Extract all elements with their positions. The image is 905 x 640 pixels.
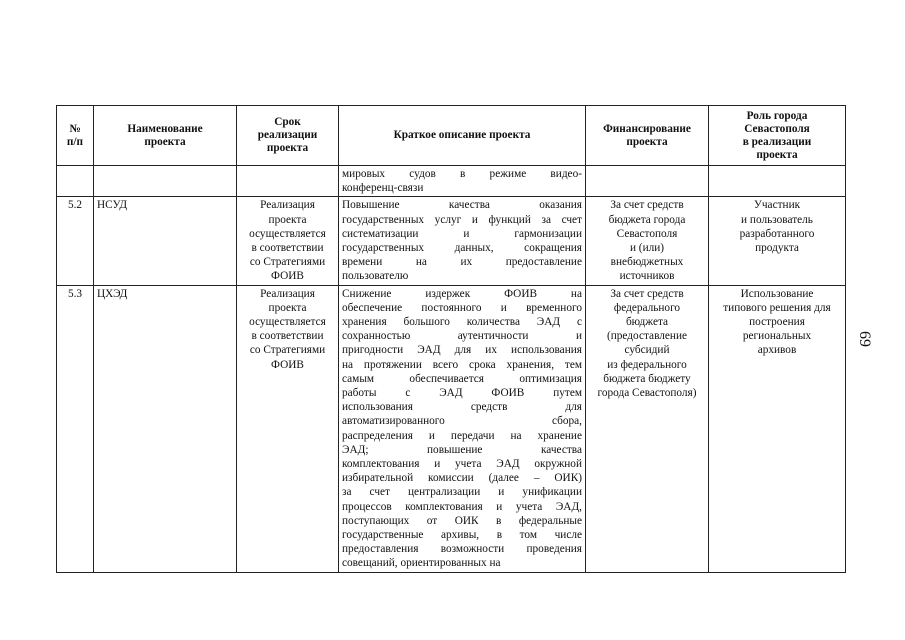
description-line: ЭАД; повышение качества [342, 443, 582, 456]
cell-role [709, 197, 846, 285]
cell-line: Севастополя [616, 227, 678, 240]
cell-line: продукта [755, 242, 799, 255]
description-line: использования средств для [342, 401, 582, 414]
cell-number: 5.2 [57, 197, 94, 285]
table-row [57, 197, 846, 285]
description-line: комплектования и учета ЭАД окружной [342, 458, 582, 471]
cell-line: Реализация [260, 199, 315, 212]
description-line: работы с ЭАД ФОИВ путем [342, 387, 582, 400]
cell-line: разработанного [739, 227, 815, 240]
cell-line: За счет средств [610, 287, 684, 300]
cell-line: города Севастополя) [597, 387, 697, 400]
cell-line: и пользователь [741, 213, 813, 226]
description-line: Повышение качества оказания [342, 199, 582, 212]
cell-role [709, 285, 846, 572]
description-line: обеспечение постоянного и временного [342, 301, 582, 314]
description-line: мировых судов в режиме видео- [342, 168, 582, 180]
cell-line: Участник [753, 199, 801, 212]
table-row [57, 166, 846, 197]
cell-line: источников [619, 270, 675, 283]
header-number: № п/п [57, 106, 94, 166]
cell-line: бюджета города [608, 213, 686, 226]
cell-line: со Стратегиями [249, 256, 326, 269]
cell-description [339, 197, 586, 285]
cell-line: типового решения для [723, 301, 831, 314]
cell-role [709, 166, 846, 197]
cell-line: ФОИВ [271, 358, 304, 371]
cell-line: бюджета бюджету [603, 372, 691, 385]
description-line: конференц-связи [342, 182, 424, 195]
cell-line: бюджета [625, 316, 669, 329]
cell-line: осуществляется [249, 227, 326, 240]
cell-name: НСУД [94, 197, 237, 285]
table-row [57, 285, 846, 572]
description-line: пригодности ЭАД для их использования [342, 344, 582, 357]
description-line: Снижение издержек ФОИВ на [342, 287, 582, 300]
description-line: совещаний, ориентированных на [342, 557, 501, 570]
cell-line: Реализация [260, 287, 315, 300]
description-line: за счет централизации и унификации [342, 486, 582, 499]
cell-term [237, 197, 339, 285]
cell-line: (предоставление [606, 330, 688, 343]
cell-line: федерального [613, 301, 681, 314]
description-line: самым обеспечивается оптимизация [342, 372, 582, 385]
cell-line: осуществляется [249, 316, 326, 329]
cell-line: из федерального [607, 358, 687, 371]
header-role: Роль города Севастополя в реализации проекта [709, 106, 846, 166]
table-header-row [57, 106, 846, 166]
page-number: 69 [856, 331, 873, 347]
header-term: Срок реализации проекта [237, 106, 339, 166]
cell-name [94, 166, 237, 197]
cell-line: в соответствии [251, 330, 324, 343]
description-line: на протяжении всего срока хранения, тем [342, 358, 582, 371]
cell-line: в соответствии [251, 242, 324, 255]
description-line: времени на их предоставление [342, 256, 582, 269]
cell-description [339, 166, 586, 197]
cell-number: 5.3 [57, 285, 94, 572]
description-line: распределения и передачи на хранение [342, 429, 582, 442]
cell-financing [586, 285, 709, 572]
cell-number [57, 166, 94, 197]
cell-term [237, 166, 339, 197]
description-line: государственные архивы, в том числе [342, 529, 582, 542]
cell-line: внебюджетных [610, 256, 684, 269]
cell-name: ЦХЭД [94, 285, 237, 572]
cell-description [339, 285, 586, 572]
cell-line: архивов [757, 344, 797, 357]
cell-line: со Стратегиями [249, 344, 326, 357]
description-line: государственных услуг и функций за счет [342, 213, 582, 226]
description-line: систематизации и гармонизации [342, 227, 582, 240]
cell-line: ФОИВ [271, 270, 304, 283]
cell-financing [586, 197, 709, 285]
description-line: пользователю [342, 270, 409, 283]
cell-line: проекта [268, 301, 307, 314]
cell-line: и (или) [629, 242, 665, 255]
header-description: Краткое описание проекта [339, 106, 586, 166]
cell-line: построения [749, 316, 805, 329]
header-name: Наименование проекта [94, 106, 237, 166]
cell-line: проекта [268, 213, 307, 226]
cell-line: За счет средств [610, 199, 684, 212]
description-line: предоставления возможности проведения [342, 543, 582, 556]
projects-table [56, 105, 846, 573]
description-line: государственных данных, сокращения [342, 242, 582, 255]
description-line: процессов комплектования и учета ЭАД, [342, 500, 582, 513]
cell-term [237, 285, 339, 572]
description-line: автоматизированного сбора, [342, 415, 582, 428]
cell-line: Использование [740, 287, 814, 300]
description-line: избирательной комиссии (далее – ОИК) [342, 472, 582, 485]
cell-line: региональных [742, 330, 812, 343]
header-financing: Финансирование проекта [586, 106, 709, 166]
description-line: хранения большого количества ЭАД с [342, 316, 582, 329]
cell-financing [586, 166, 709, 197]
description-line: поступающих от ОИК в федеральные [342, 514, 582, 527]
cell-line: субсидий [624, 344, 670, 357]
description-line: сохранностью аутентичности и [342, 330, 582, 343]
